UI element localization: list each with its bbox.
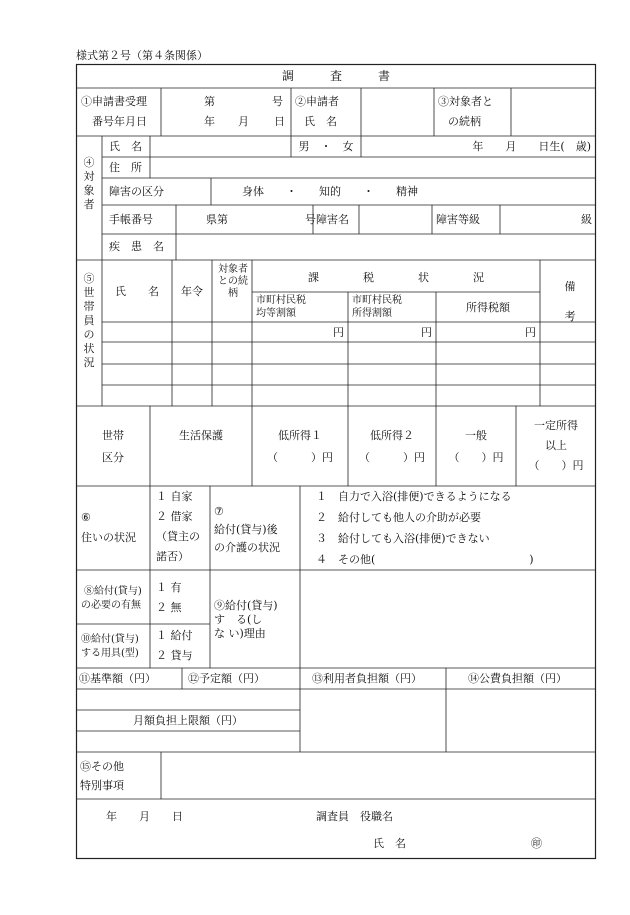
- investigator-name-label: 氏 名: [373, 837, 406, 850]
- receipt-year: 年: [204, 115, 215, 128]
- category-low1: 低所得１: [278, 429, 322, 442]
- care-option-2: ２ 給付しても他人の介助が必要: [316, 511, 481, 524]
- necessity-label-line2: の必要の有無: [81, 600, 141, 611]
- category-low2: 低所得２: [370, 429, 414, 442]
- receipt-day: 日: [274, 115, 285, 128]
- receipt-month: 月: [238, 115, 249, 128]
- relation-label-line1: ③対象者と: [438, 95, 493, 108]
- care-option-3: ３ 給付しても入浴(排便)できない: [316, 532, 490, 545]
- public-burden-label: ⑭公費負担額（円）: [468, 672, 567, 685]
- reason-label-line2: す る(し: [214, 613, 263, 626]
- care-label-line2: 給付(貸与)後: [214, 523, 278, 536]
- yen-unit-1: 円: [333, 326, 344, 339]
- housing-label-line1: ⑥: [81, 511, 91, 524]
- municipal-income-line1: 市町村民税: [352, 295, 402, 306]
- category-income-above-2: 以上: [545, 439, 567, 452]
- care-label-line3: の介護の状況: [214, 541, 280, 554]
- category-income-above-amount: （ ）円: [528, 459, 584, 472]
- household-age-header: 年令: [181, 285, 203, 298]
- grade-unit: 級: [581, 213, 592, 226]
- equipment-label-line2: する用具(型): [81, 648, 139, 659]
- handbook-label: 手帳番号: [109, 213, 153, 226]
- seal-mark: ㊞: [531, 837, 542, 850]
- equipment-option-2: ２ 貸与: [156, 649, 193, 662]
- household-relation-header: 対象者との続柄: [218, 264, 248, 299]
- other-label-line1: ⑮その他: [80, 760, 124, 773]
- form-title: 調 査 書: [281, 69, 390, 83]
- subject-name-label: 氏 名: [109, 140, 142, 153]
- housing-option-4: 諾否）: [156, 550, 189, 563]
- receipt-go: 号: [272, 95, 283, 108]
- base-amount-label: ⑪基準額（円）: [79, 672, 156, 685]
- other-label-line2: 特別事項: [80, 779, 124, 792]
- illness-label: 疾 患 名: [109, 240, 164, 253]
- care-label-line1: ⑦: [214, 505, 224, 518]
- disability-type-options: 身体 ・ 知的 ・ 精神: [242, 185, 418, 198]
- receipt-dai: 第: [204, 95, 215, 108]
- housing-option-1: １ 自家: [156, 490, 193, 503]
- municipal-equal-line1: 市町村民税: [256, 295, 306, 306]
- category-label-line2: 区分: [102, 451, 124, 464]
- yen-unit-2: 円: [421, 326, 432, 339]
- subject-gender: 男 ・ 女: [298, 140, 354, 153]
- subject-birth: 年 月 日生( 歳): [472, 140, 591, 153]
- planned-amount-label: ⑫予定額（円）: [188, 672, 265, 685]
- necessity-option-1: １ 有: [156, 581, 182, 594]
- applicant-label-line1: ②申請者: [295, 95, 339, 108]
- household-side-label: ⑤世帯員の状況: [83, 272, 95, 369]
- household-name-header: 氏 名: [115, 285, 159, 298]
- subject-address-label: 住 所: [109, 161, 142, 174]
- user-burden-label: ⑬利用者負担額（円）: [312, 672, 422, 685]
- reason-label-line1: ⑨給付(貸与): [214, 599, 278, 612]
- category-general: 一般: [465, 429, 487, 442]
- category-welfare: 生活保護: [179, 429, 223, 442]
- housing-option-2: ２ 借家: [156, 510, 193, 523]
- form-number-label: 様式第２号（第４条関係）: [76, 49, 208, 62]
- category-general-amount: （ ）円: [448, 451, 504, 464]
- investigator-title-label: 調査員 役職名: [316, 810, 393, 823]
- income-tax-header: 所得税額: [466, 301, 510, 314]
- yen-unit-3: 円: [525, 326, 536, 339]
- municipal-equal-line2: 均等割額: [256, 308, 296, 319]
- municipal-income-line2: 所得割額: [352, 308, 392, 319]
- disability-name-label: 障害名: [316, 213, 349, 226]
- equipment-label-line1: ⑩給付(貸与): [81, 634, 139, 645]
- category-low1-amount: （ ）円: [267, 451, 333, 464]
- housing-option-3: （貸主の: [156, 530, 200, 543]
- category-income-above: 一定所得: [534, 419, 578, 432]
- relation-label-line2: の続柄: [448, 115, 481, 128]
- footer-date: 年 月 日: [106, 810, 183, 823]
- disability-grade-label: 障害等級: [436, 213, 480, 226]
- handbook-value: 県第 号: [206, 213, 316, 226]
- necessity-option-2: ２ 無: [156, 601, 182, 614]
- necessity-label-line1: ⑧給付(貸与): [84, 586, 142, 597]
- remarks-header: 備 考: [564, 280, 587, 323]
- care-option-4: ４ その他( ): [316, 553, 534, 566]
- housing-label-line2: 住いの状況: [81, 531, 136, 544]
- survey-form: [76, 64, 596, 859]
- monthly-cap-label: 月額負担上限額（円）: [133, 714, 243, 727]
- category-label-line1: 世帯: [102, 429, 124, 442]
- tax-status-header: 課 税 状 況: [308, 271, 484, 284]
- disability-type-label: 障害の区分: [109, 185, 164, 198]
- category-low2-amount: （ ）円: [359, 451, 425, 464]
- receipt-label-line2: 番号年月日: [92, 115, 147, 128]
- receipt-label-line1: ①申請書受理: [81, 95, 147, 108]
- care-option-1: １ 自力で入浴(排便)できるようになる: [316, 490, 512, 503]
- reason-label-line3: な い)理由: [214, 627, 266, 640]
- subject-side-label: ④対象者: [83, 156, 95, 211]
- equipment-option-1: １ 給付: [156, 629, 193, 642]
- applicant-label-line2: 氏 名: [304, 115, 337, 128]
